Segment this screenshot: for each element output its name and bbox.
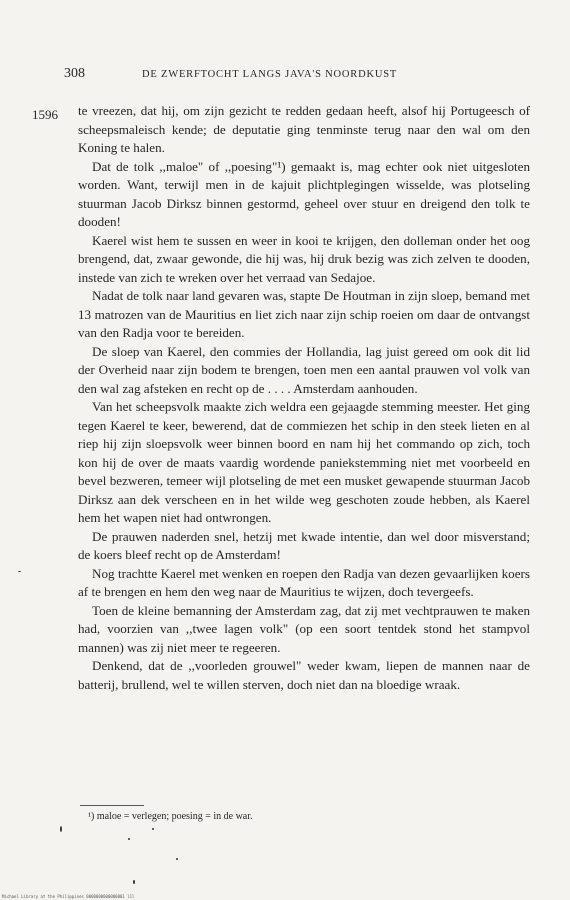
- ink-speck: [60, 826, 62, 832]
- paragraph: Van het scheepsvolk maakte zich weldra een gejaagde stemming meester. Het ging tegen Kaerel te keer, bewerend, dat de commiezen het schip in den steek lieten en al riep hij zijn sloepsvolk weer binnen boord en nam hij het commando op zich, toch kon hij de over de maats vaardig wordende paniekstemming niet met voorbeeld en bevel bezweren, temeer wijl plotseling de met een musket gewapende stuurman Jacob Dirksz aan dek verscheen en in het wilde weg geschoten zoude hebben, als Kaerel hem het wapen niet had ontwrongen.: [78, 399, 530, 525]
- ink-speck: [152, 828, 154, 830]
- paragraph: te vreezen, dat hij, om zijn gezicht te redden gedaan heeft, alsof hij Portugeesch of scheepsmaleisch kende; de deputatie ging tenminste terug naar den wal om den Koning te halen.: [78, 103, 530, 155]
- running-title: DE ZWERFTOCHT LANGS JAVA'S NOORDKUST: [142, 69, 398, 80]
- ink-speck: [18, 571, 21, 572]
- page-header: [64, 66, 514, 82]
- paragraph: Nadat de tolk naar land gevaren was, stapte De Houtman in zijn sloep, bemand met 13 matrozen van de Mauritius en liet zich naar zijn schip roeien om daar de ontvangst van den Radja voor te bereiden.: [78, 288, 530, 340]
- footnote: ¹) maloe = verlegen; poesing = in de war.: [88, 811, 253, 822]
- paragraph: Toen de kleine bemanning der Amsterdam zag, dat zij met vechtprauwen te maken had, voorzien van ,,twee lagen volk" (op een soort tentdek stond het stampvol mannen) was zij niet meer te regeeren.: [78, 602, 530, 655]
- paragraph: Kaerel wist hem te sussen en weer in kooi te krijgen, den dolleman onder het oog brengend, dat, zwaar gewonde, die hij was, hij druk bezig was zich zelven te dooden, instede van zich te wreken over het verraad van Sedajoe.: [78, 232, 530, 285]
- paragraph: Dat de tolk ,,maloe" of ,,poesing"¹) gemaakt is, mag echter ook niet uitgesloten worden. Want, terwijl men in de kajuit plichtplegingen wisselde, was plotseling stuurman Jacob Dirksz binnen gestormd, geheel over stuur en dreigend den tolk te dooden!: [78, 158, 530, 229]
- paragraph: De sloep van Kaerel, den commies der Hollandia, lag juist gereed om ook dit lid der Overheid naar zijn bodem te brengen, toen men een aantal prauwen vol volk van den wal zag afsteken en recht op de . . . . Amsterdam aanhouden.: [78, 343, 530, 396]
- body-text: [78, 102, 530, 694]
- ink-speck: [176, 858, 178, 860]
- margin-year: 1596: [32, 107, 58, 122]
- footnote-divider: [80, 805, 144, 806]
- page-number: 308: [64, 66, 85, 81]
- scan-credit: Michael Library at the Philippines 0000000000000001 l1l: [2, 894, 135, 899]
- paragraph: De prauwen naderden snel, hetzij met kwade intentie, dan wel door misverstand; de koers bleef recht op de Amsterdam!: [78, 528, 530, 562]
- ink-speck: [133, 880, 135, 884]
- paragraph: Nog trachtte Kaerel met wenken en roepen den Radja van dezen gevaarlijken koers af te brengen en hem den weg naar de Mauritius te wijzen, doch tevergeefs.: [78, 565, 530, 599]
- ink-speck: [128, 838, 130, 840]
- paragraph: Denkend, dat de ,,voorleden grouwel" weder kwam, liepen de mannen naar de batterij, brullend, wel te willen sterven, doch niet dan na bloedige wraak.: [78, 658, 530, 692]
